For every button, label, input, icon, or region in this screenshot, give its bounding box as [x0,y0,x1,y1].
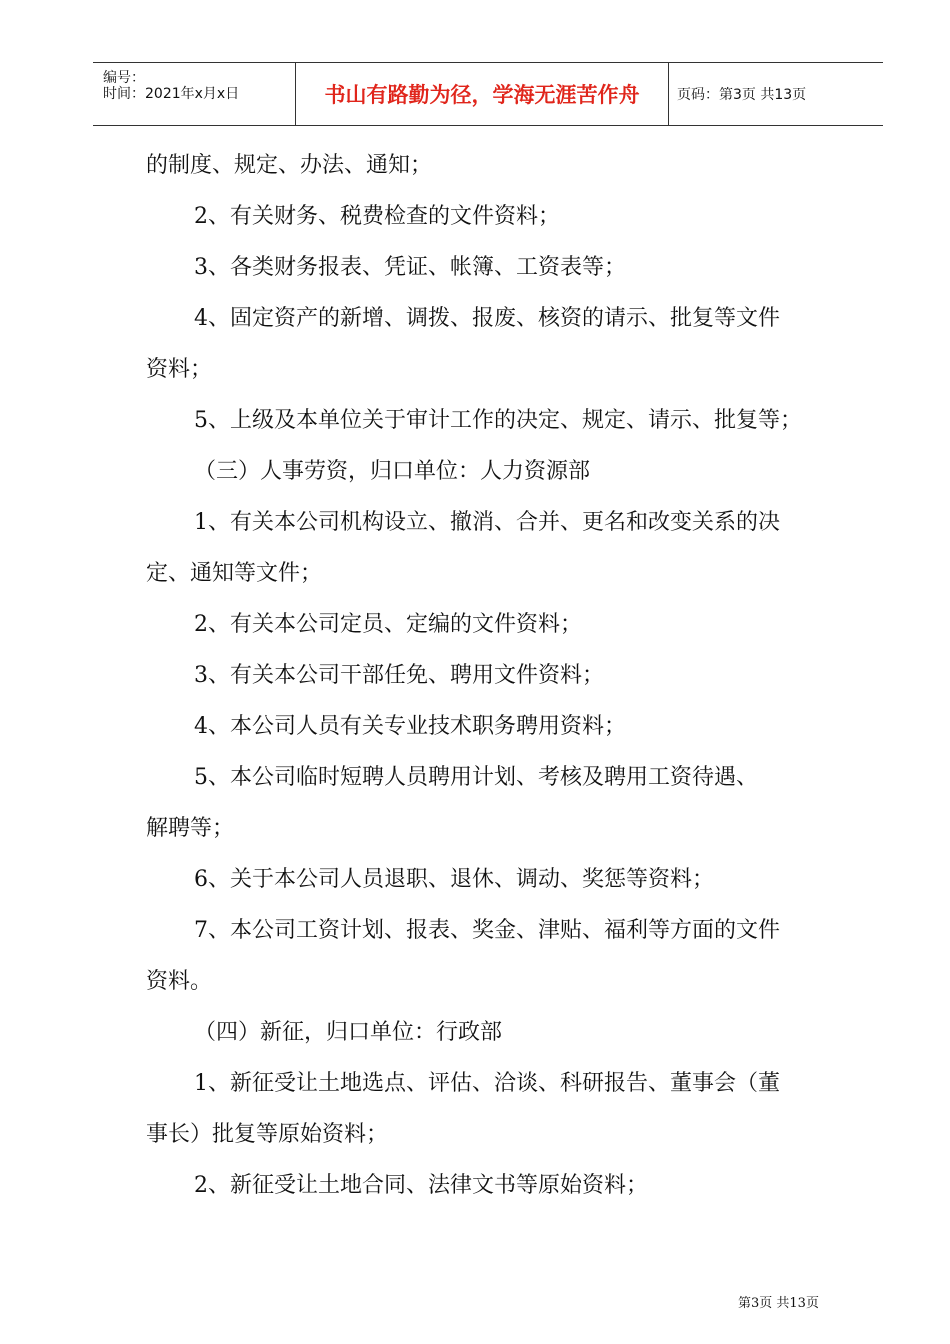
text-line: 2、有关财务、税费检查的文件资料； [194,204,560,229]
text-line: 解聘等； [146,816,235,841]
text-line: 4、本公司人员有关专业技术职务聘用资料； [194,714,626,739]
text-line: 定、通知等文件； [146,561,323,586]
text-line: 1、新征受让土地选点、评估、洽谈、科研报告、董事会（董 [194,1071,780,1096]
text-line: 资料。 [146,969,213,994]
document-date: 时间：2021年x月x日 [103,86,240,102]
text-line: 5、本公司临时短聘人员聘用计划、考核及聘用工资待遇、 [194,765,758,790]
text-line: 5、上级及本单位关于审计工作的决定、规定、请示、批复等； [194,408,802,433]
page-header [93,62,883,126]
header-page-cell [669,63,883,125]
header-motto: 书山有路勤为径，学海无涯苦作舟 [324,83,640,107]
text-line: 的制度、规定、办法、通知； [146,153,433,178]
page-footer: 第3页 共13页 [738,1296,819,1311]
text-line: 6、关于本公司人员退职、退休、调动、奖惩等资料； [194,867,714,892]
text-line: （三）人事劳资，归口单位：人力资源部 [194,459,591,484]
text-line: 3、各类财务报表、凭证、帐簿、工资表等； [194,255,626,280]
text-line: 4、固定资产的新增、调拨、报废、核资的请示、批复等文件 [194,306,780,331]
text-line: 2、有关本公司定员、定编的文件资料； [194,612,582,637]
text-line: 1、有关本公司机构设立、撤消、合并、更名和改变关系的决 [194,510,780,535]
document-body [146,140,846,1211]
header-meta [93,63,296,125]
text-line: 事长）批复等原始资料； [146,1122,389,1147]
text-line: 7、本公司工资计划、报表、奖金、津贴、福利等方面的文件 [194,918,780,943]
header-page-number: 页码：第3页 共13页 [677,87,807,103]
text-line: 资料； [146,357,213,382]
header-motto-cell [296,63,669,125]
document-number: 编号： [103,70,145,86]
text-line: 2、新征受让土地合同、法律文书等原始资料； [194,1173,648,1198]
text-line: （四）新征，归口单位：行政部 [194,1020,503,1045]
text-line: 3、有关本公司干部任免、聘用文件资料； [194,663,604,688]
